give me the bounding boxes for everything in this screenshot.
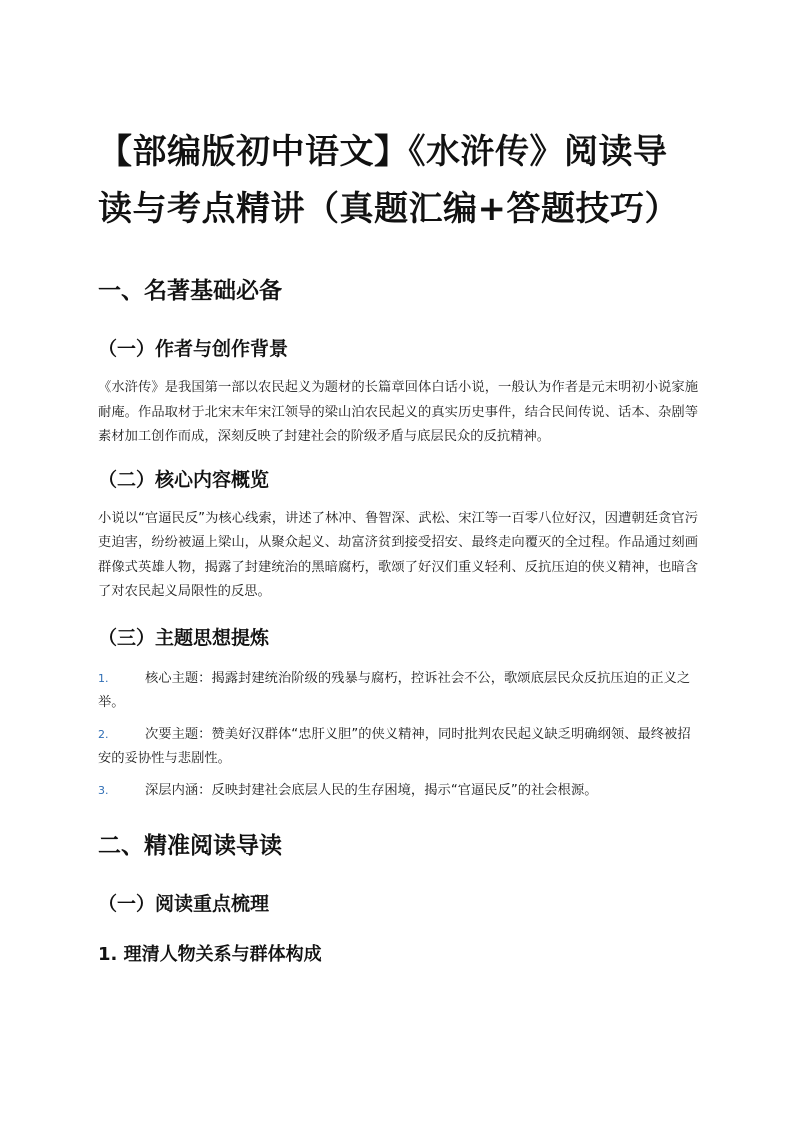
subheading-theme: （三）主题思想提炼 xyxy=(98,626,270,649)
section-heading-reading-guide: 二、精准阅读导读 xyxy=(98,833,282,859)
point-heading-character-relations: 1. 理清人物关系与群体构成 xyxy=(98,944,322,965)
section-heading-basics: 一、名著基础必备 xyxy=(98,278,282,304)
list-item-text: 核心主题：揭露封建统治阶级的残暴与腐朽，控诉社会不公，歌颂底层民众反抗压迫的正义之举。 xyxy=(98,670,691,710)
subheading-content-overview: （二）核心内容概览 xyxy=(98,468,270,491)
list-item: 1. 核心主题：揭露封建统治阶级的残暴与腐朽，控诉社会不公，歌颂底层民众反抗压迫的正义之举。 xyxy=(98,667,698,716)
paragraph-content-overview: 小说以“官逼民反”为核心线索，讲述了林冲、鲁智深、武松、宋江等一百零八位好汉，因遭朝廷贪官污吏迫害，纷纷被逼上梁山，从聚众起义、劫富济贫到接受招安、最终走向覆灭的全过程。作品通过刻画群像式英雄人物，揭露了封建统治的黑暗腐朽，歌颂了好汉们重义轻利、反抗压迫的侠义精神，也暗含了对农民起义局限性的反思。 xyxy=(98,510,698,599)
list-item-text: 深层内涵：反映封建社会底层人民的生存困境，揭示“官逼民反”的社会根源。 xyxy=(145,782,598,798)
list-item-text: 次要主题：赞美好汉群体“忠肝义胆”的侠义精神，同时批判农民起义缺乏明确纲领、最终被招安的妥协性与悲剧性。 xyxy=(98,726,691,766)
paragraph-author-background: 《水浒传》是我国第一部以农民起义为题材的长篇章回体白话小说，一般认为作者是元末明初小说家施耐庵。作品取材于北宋末年宋江领导的梁山泊农民起义的真实历史事件，结合民间传说、话本、杂剧等素材加工创作而成，深刻反映了封建社会的阶级矛盾与底层民众的反抗精神。 xyxy=(98,380,698,444)
subheading-author-background: （一）作者与创作背景 xyxy=(98,338,289,360)
document-title: 【部编版初中语文】《水浒传》阅读导读与考点精讲（真题汇编+答题技巧） xyxy=(98,132,679,229)
subheading-reading-points: （一）阅读重点梳理 xyxy=(98,893,270,915)
list-item: 3. 深层内涵：反映封建社会底层人民的生存困境，揭示“官逼民反”的社会根源。 xyxy=(98,779,698,804)
list-item: 2. 次要主题：赞美好汉群体“忠肝义胆”的侠义精神，同时批判农民起义缺乏明确纲领、最终被招安的妥协性与悲剧性。 xyxy=(98,723,698,772)
